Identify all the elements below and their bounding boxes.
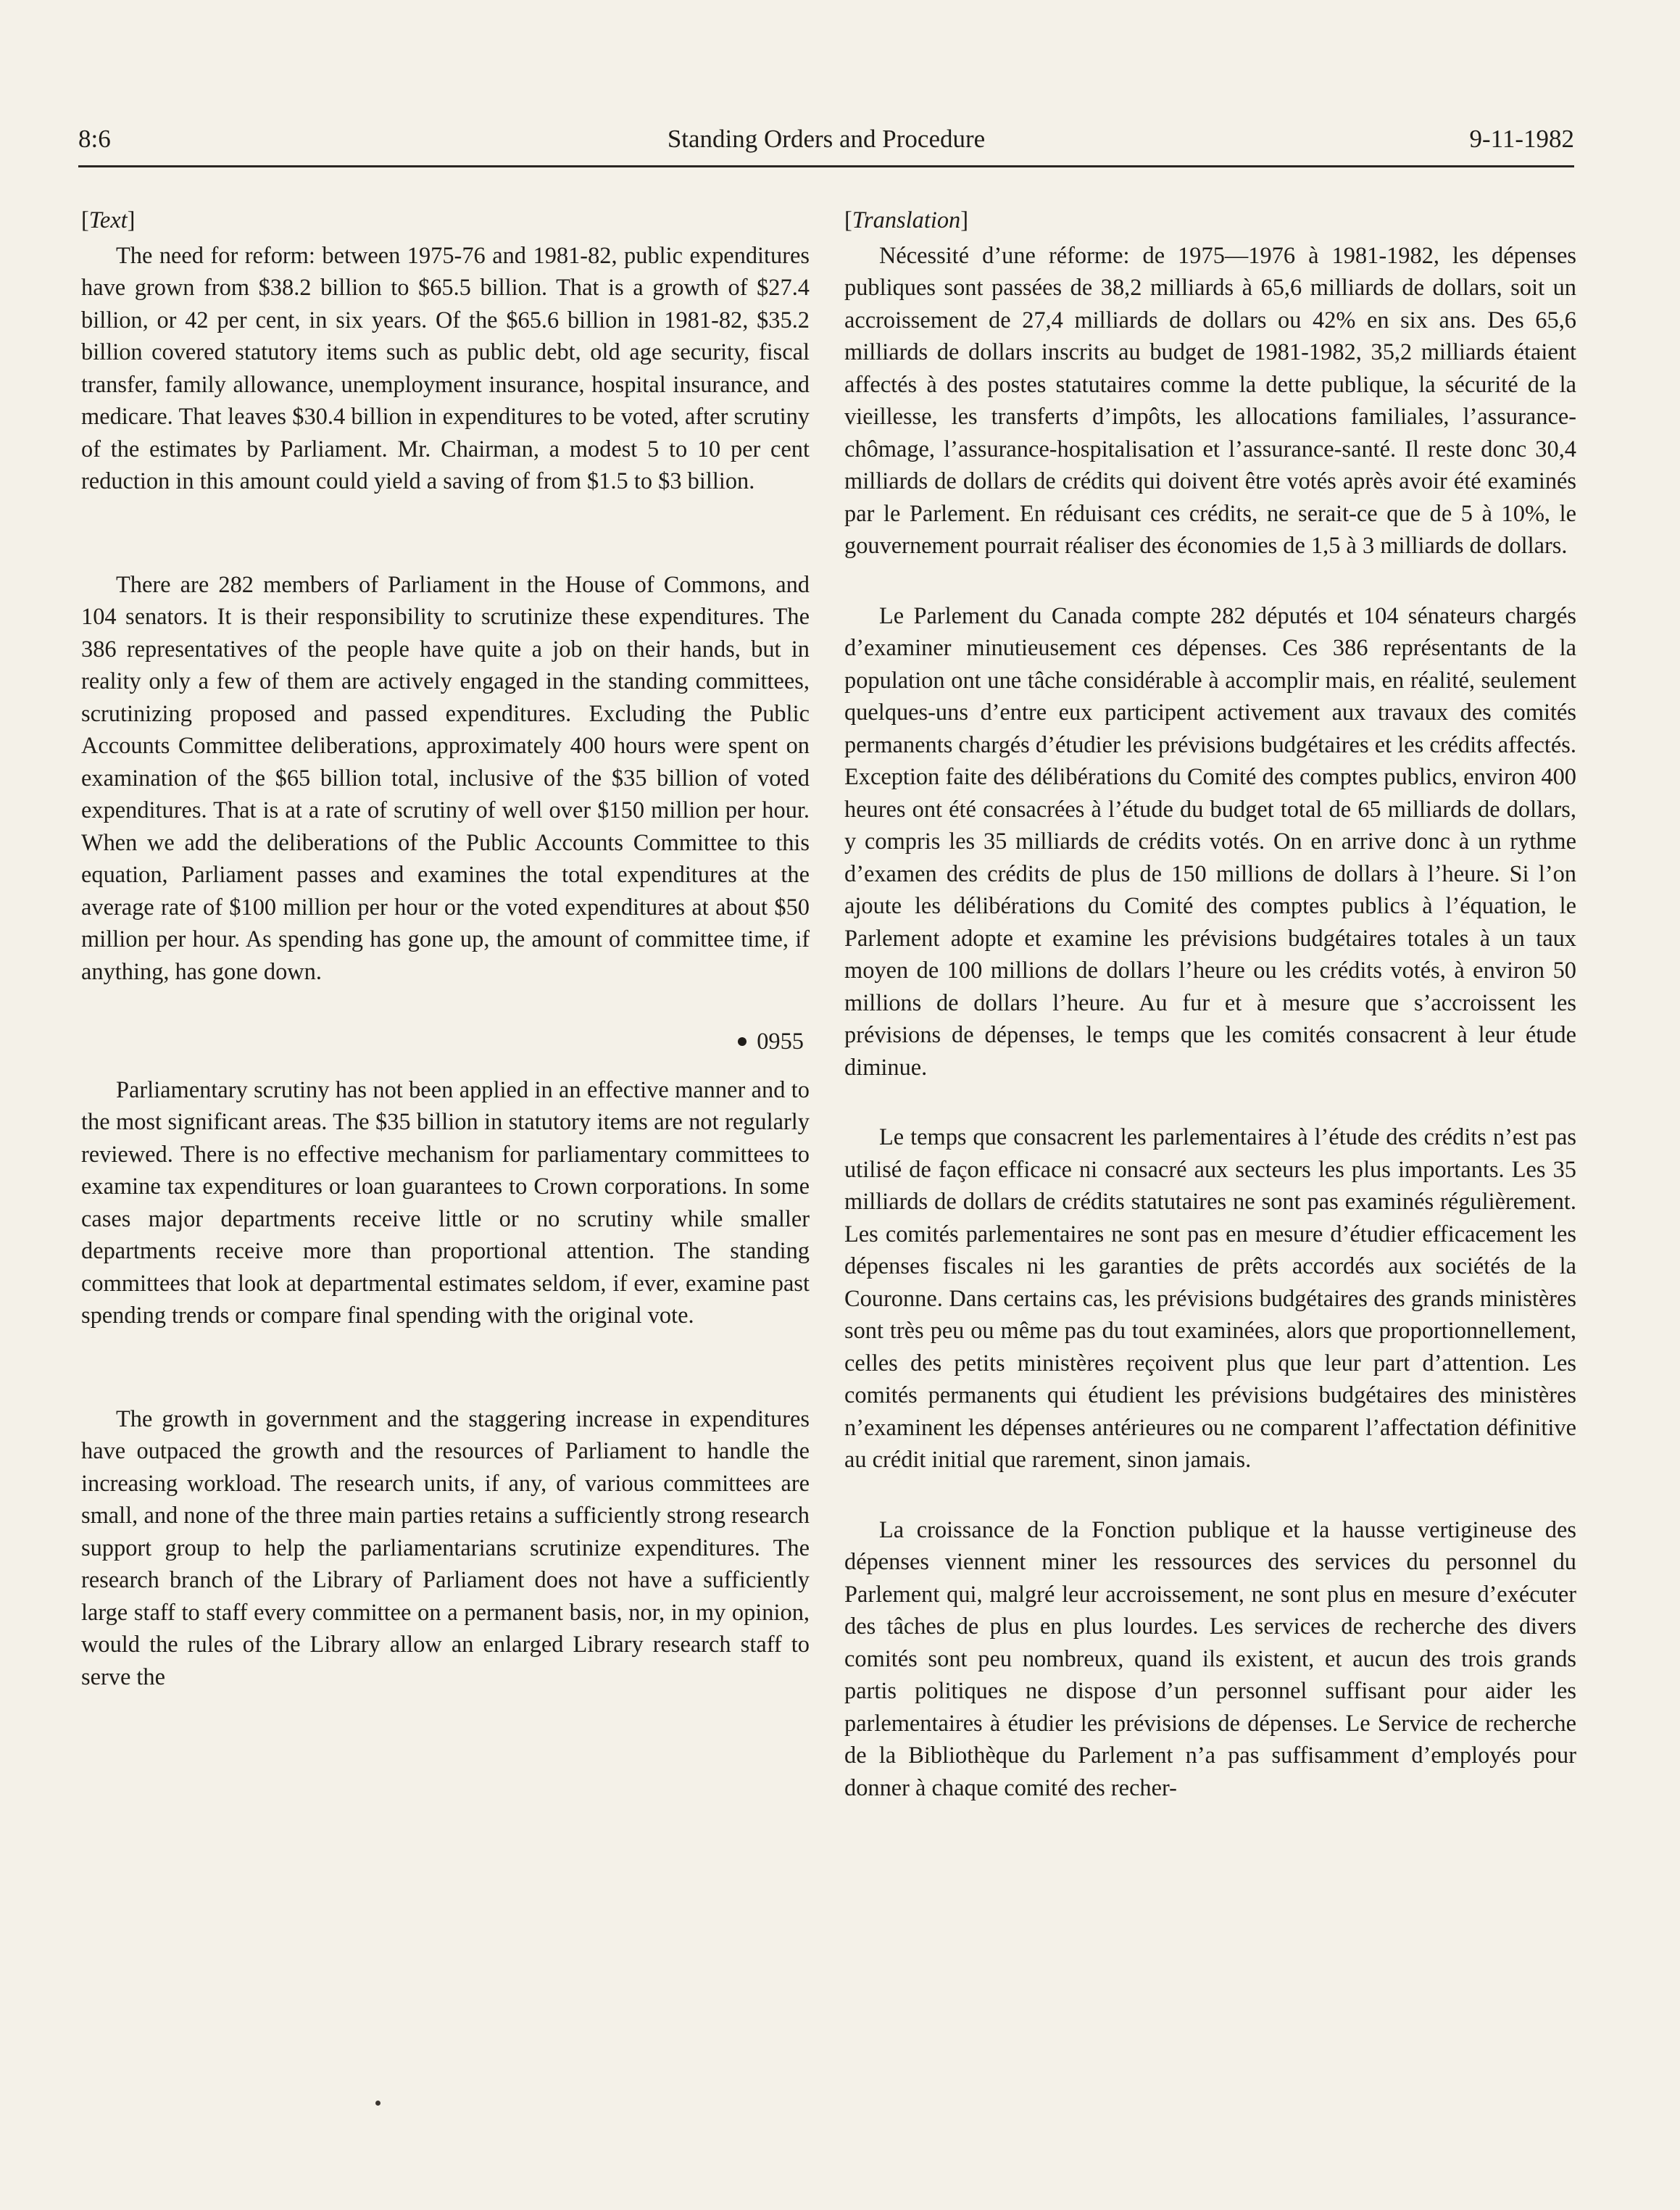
french-column — [844, 204, 1576, 1804]
time-marker — [81, 1026, 810, 1058]
text-label: [Text] — [81, 207, 136, 233]
french-paragraph-1: Nécessité d’une réforme: de 1975—1976 à 1981-1982, les dépenses publiques sont passées de 38,2 milliards à 65,6 milliards de dollars, soit un accroissement de 27,4 milliards de dollars ou 42% en six ans. Des 65,6 milliards de dollars inscrits au budget de 1981-1982, 35,2 milliards étaient affectés à des postes statutaires comme la dette publique, la sécurité de la vieillesse, les transferts d’impôts, les allocations familiales, l’assurance-chômage, l’assurance-hospitalisation et l’assurance-santé. Il reste donc 30,4 milliards de dollars de crédits qui doivent être votés après avoir été examinés par le Parlement. En réduisant ces crédits, ne serait-ce que de 5 à 10%, le gouvernement pourrait réaliser des économies de 1,5 à 3 milliards de dollars. — [844, 242, 1576, 559]
page-speck — [375, 2101, 381, 2106]
english-paragraph-2: There are 282 members of Parliament in the House of Commons, and 104 senators. It is their responsibility to scrutinize these expenditures. The 386 representatives of the people have quite a job on their hands, but in reality only a few of them are actively engaged in the standing committees, scrutinizing proposed and passed expenditures. Excluding the Public Accounts Committee deliberations, approximately 400 hours were spent on examination of the $65 billion total, inclusive of the $35 billion of voted expenditures. That is at a rate of scrutiny of well over $150 million per hour. When we add the deliberations of the Public Accounts Committee to this equation, Parliament passes and examines the total expenditures at the average rate of $100 million per hour or the voted expenditures at about $50 million per hour. As spending has gone up, the amount of committee time, if anything, has gone down. — [81, 571, 810, 985]
page-number: 8:6 — [78, 125, 111, 153]
french-paragraph-2: Le Parlement du Canada compte 282 députés et 104 sénateurs chargés d’examiner minutieusement ces dépenses. Ces 386 représentants de la population ont une tâche considérable à accomplir mais, en réalité, seulement quelques-uns d’entre eux participent activement aux travaux des comités permanents chargés d’étudier les prévisions budgétaires et les crédits affectés. Exception faite des délibérations du Comité des comptes publics, environ 400 heures ont été consacrées à l’étude du budget total de 65 milliards de dollars, y compris les 35 milliards de crédits votés. On en arrive donc à un rythme d’examen des crédits de plus de 150 millions de dollars à l’heure. Si l’on ajoute les délibérations du Comité des comptes publics à l’équation, le Parlement adopte et examine les prévisions budgétaires totales à un taux moyen de 100 millions de dollars l’heure ou les crédits votés, à environ 50 millions de dollars l’heure. Au fur et à mesure que s’accroissent les prévisions de dépenses, le temps que les comités consacrent à leur étude diminue. — [844, 602, 1576, 1081]
time-marker-value: 0955 — [757, 1029, 804, 1055]
english-paragraph-4: The growth in government and the staggering increase in expenditures have outpaced the growth and the resources of Parliament to handle the increasing workload. The research units, if any, of various committees are small, and none of the three main parties retains a sufficiently strong research support group to help the parliamentarians scrutinize expenditures. The research branch of the Library of Parliament does not have a sufficiently large staff to staff every committee on a permanent basis, nor, in my opinion, would the rules of the Library allow an enlarged Library research staff to serve the — [81, 1405, 810, 1690]
french-paragraph-3: Le temps que consacrent les parlementaires à l’étude des crédits n’est pas utilisé de façon efficace ni consacré aux secteurs les plus importants. Les 35 milliards de dollars de crédits statutaires ne sont pas examinés régulièrement. Les comités parlementaires ne sont pas en mesure d’étudier efficacement les dépenses fiscales ni les garanties de prêts accordés aux sociétés de la Couronne. Dans certains cas, les prévisions budgétaires des grands ministères sont très peu ou même pas du tout examinées, alors que proportionnellement, celles des petits ministères reçoivent plus que leur part d’attention. Les comités permanents qui étudient les prévisions budgétaires des ministères n’examinent les dépenses antérieures ou ne comparent l’affectation définitive au crédit initial que rarement, sinon jamais. — [844, 1124, 1576, 1473]
text-label-word: Text — [88, 207, 128, 233]
bullet-icon — [738, 1037, 747, 1046]
sitting-date: 9-11-1982 — [1469, 125, 1574, 153]
french-paragraph-4: La croissance de la Fonction publique et la hausse vertigineuse des dépenses viennent miner les ressources des services du personnel du Parlement qui, malgré leur accroissement, ne sont plus en mesure d’exécuter des tâches de plus en plus lourdes. Les services de recherche des divers comités sont peu nombreux, quand ils existent, et aucun des trois grands partis politiques ne dispose d’un personnel suffisant pour aider les parlementaires à étudier les prévisions de dépenses. Le Service de recherche de la Bibliothèque du Parlement n’a pas suffisamment d’employés pour donner à chaque comité des recher- — [844, 1516, 1576, 1801]
header-rule — [78, 165, 1574, 167]
english-paragraph-3: Parliamentary scrutiny has not been applied in an effective manner and to the most significant areas. The $35 billion in statutory items are not regularly reviewed. There is no effective mechanism for parliamentary committees to examine tax expenditures or loan guarantees to Crown corporations. In some cases major departments receive little or no scrutiny while smaller departments receive more than proportional attention. The standing committees that look at departmental estimates seldom, if ever, examine past spending trends or compare final spending with the original vote. — [81, 1076, 810, 1329]
english-paragraph-1: The need for reform: between 1975-76 and 1981-82, public expenditures have grown from $38.2 billion to $65.5 billion. That is a growth of $27.4 billion, or 42 per cent, in six years. Of the $65.6 billion in 1981-82, $35.2 billion covered statutory items such as public debt, old age security, fiscal transfer, family allowance, unemployment insurance, hospital insurance, and medicare. That leaves $30.4 billion in expenditures to be voted, after scrutiny of the estimates by Parliament. Mr. Chairman, a modest 5 to 10 per cent reduction in this amount could yield a saving of from $1.5 to $3 billion. — [81, 242, 810, 494]
translation-label: [Translation] — [844, 207, 969, 233]
english-column — [81, 204, 810, 1693]
running-title: Standing Orders and Procedure — [667, 125, 986, 153]
translation-label-word: Translation — [852, 207, 961, 233]
page-header — [78, 125, 1574, 168]
